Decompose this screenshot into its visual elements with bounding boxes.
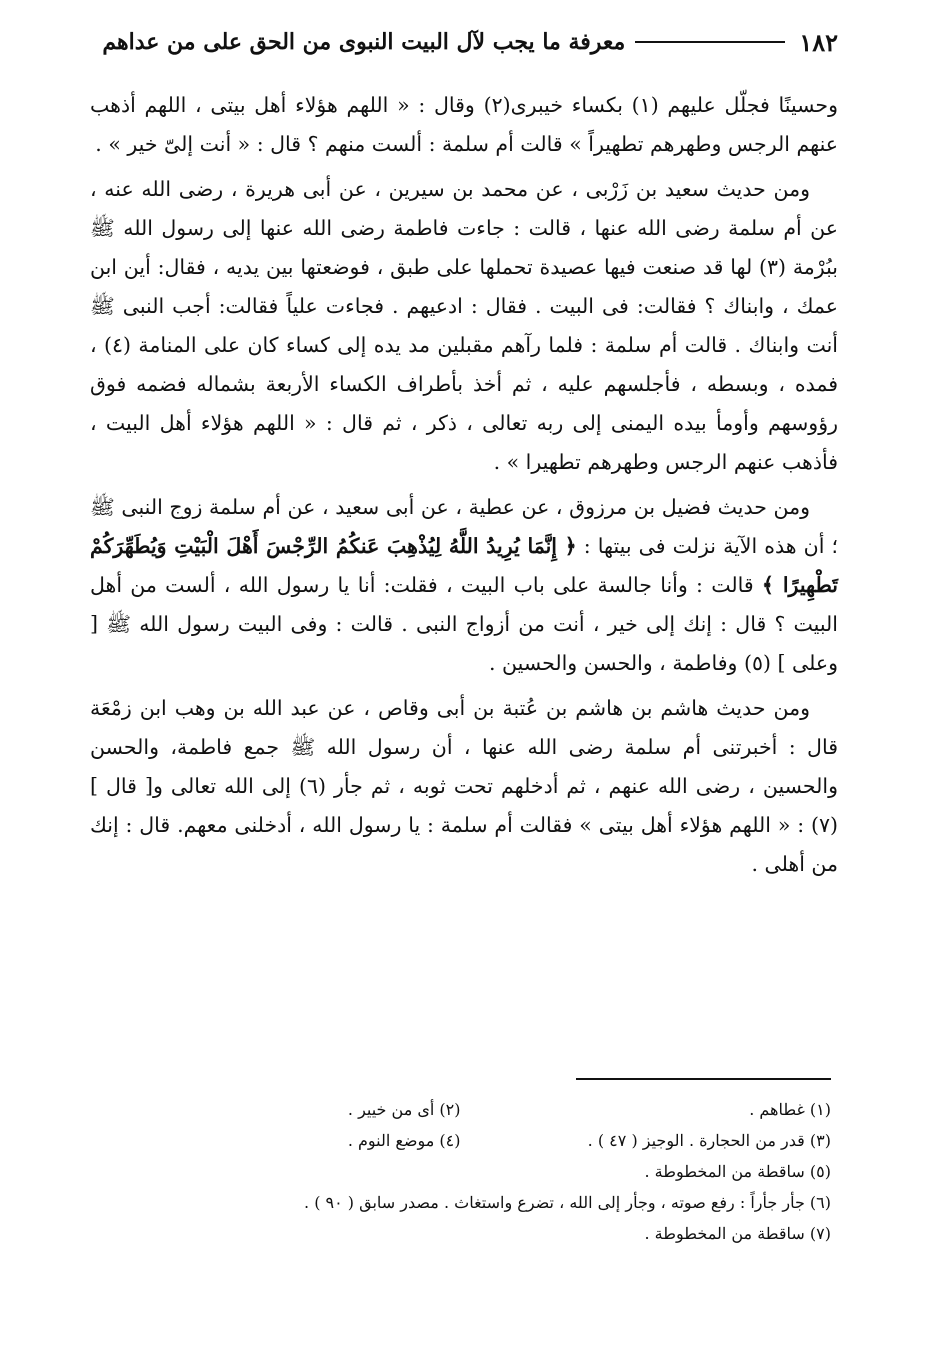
footnote-4: (٤) موضع النوم .: [347, 1131, 461, 1150]
footnote-3: (٣) قدر من الحجارة . الوجيز ( ٤٧ ) .: [587, 1131, 831, 1150]
paragraph-4: ومن حديث هاشم بن هاشم بن عُتبة بن أبى وقاص ، عن عبد الله بن وهب ابن زمْعَة قال : أخبرتنى أم سلمة رضى الله عنها ، أن رسول الله ﷺ جمع فاطمة، والحسن والحسين ، رضى الله عنهم ، ثم أدخلهم تحت ثوبه ، ثم جأر (٦) إلى الله تعالى و[ قال ] (٧) : « اللهم هؤلاء أهل بيتى » فقالت أم سلمة : يا رسول الله ، أدخلنى معهم. قال : إنك من أهلى .: [90, 696, 838, 876]
header-rule: [635, 41, 785, 43]
paragraph-3-after: قالت : وأنا جالسة على باب البيت ، فقلت: أنا يا رسول الله ، ألست من أهل البيت ؟ قال : إنك إلى خير ، أنت من أزواج النبى . قالت : وفى البيت رسول الله ﷺ [ وعلى ] (٥) وفاطمة ، والحسن والحسين .: [90, 573, 838, 675]
paragraph-1: وحسينًا فجلّل عليهم (١) بكساء خيبرى(٢) وقال : « اللهم هؤلاء أهل بيتى ، اللهم أذهب عنهم الرجس وطهرهم تطهيراً » قالت أم سلمة : ألست منهم ؟ قال : « أنت إلىّ خير » .: [90, 93, 839, 156]
footnote-5: (٥) ساقطة من المخطوطة .: [644, 1162, 831, 1181]
footnote-7: (٧) ساقطة من المخطوطة .: [644, 1224, 831, 1243]
page-number: ١٨٢: [799, 27, 838, 57]
footnote-row-1: [90, 1094, 831, 1125]
footnote-separator: [576, 1078, 831, 1080]
paragraph-3-before: ومن حديث فضيل بن مرزوق ، عن عطية ، عن أبى سعيد ، عن أم سلمة زوج النبى ﷺ ؛ أن هذه الآية نزلت فى بيتها :: [90, 495, 838, 558]
footnote-2: (٢) أى من خيير .: [347, 1100, 461, 1119]
running-title: معرفة ما يجب لآل البيت النبوى من الحق على من عداهم: [102, 29, 626, 55]
footnotes: [90, 1094, 831, 1249]
paragraph-3: [90, 488, 838, 683]
footnote-1: (١) غطاهم .: [749, 1100, 831, 1119]
main-text: [90, 86, 838, 890]
quran-verse: ﴿ إِنَّمَا يُرِيدُ اللَّهُ لِيُذْهِبَ عَنكُمُ الرِّجْسَ أَهْلَ الْبَيْتِ وَيُطَهِّرَكُمْ تَطْهِيرًا ﴾: [90, 534, 838, 597]
page-header: [90, 22, 838, 62]
footnote-row-2: [90, 1125, 831, 1156]
footnote-6: (٦) جأر جأراً : رفع صوته ، وجأر إلى الله ، تضرع واستغاث . مصدر سابق ( ٩٠ ) .: [304, 1193, 831, 1212]
paragraph-2: ومن حديث سعيد بن زَرْبى ، عن محمد بن سيرين ، عن أبى هريرة ، رضى الله عنه ، عن أم سلمة رضى الله عنها ، قالت : جاءت فاطمة رضى الله عنها إلى رسول الله ﷺ ببُرْمة (٣) لها قد صنعت فيها عصيدة تحملها على طبق ، فوضعتها بين يديه ، فقال: أين ابن عمك ، وابناك ؟ فقالت: فى البيت . فقال : ادعيهم . فجاءت علياً فقالت: أجب النبى ﷺ أنت وابناك . قالت أم سلمة : فلما رآهم مقبلين مد يده إلى كساء كان على المنامة (٤) ، فمده ، وبسطه ، فأجلسهم عليه ، ثم أخذ بأطراف الكساء الأربعة بشماله فضمه فوق رؤوسهم وأومأ بيده اليمنى إلى ربه تعالى ، ذكر ، ثم قال : « اللهم هؤلاء أهل البيت ، فأذهب عنهم الرجس وطهرهم تطهيرا » .: [90, 177, 838, 474]
